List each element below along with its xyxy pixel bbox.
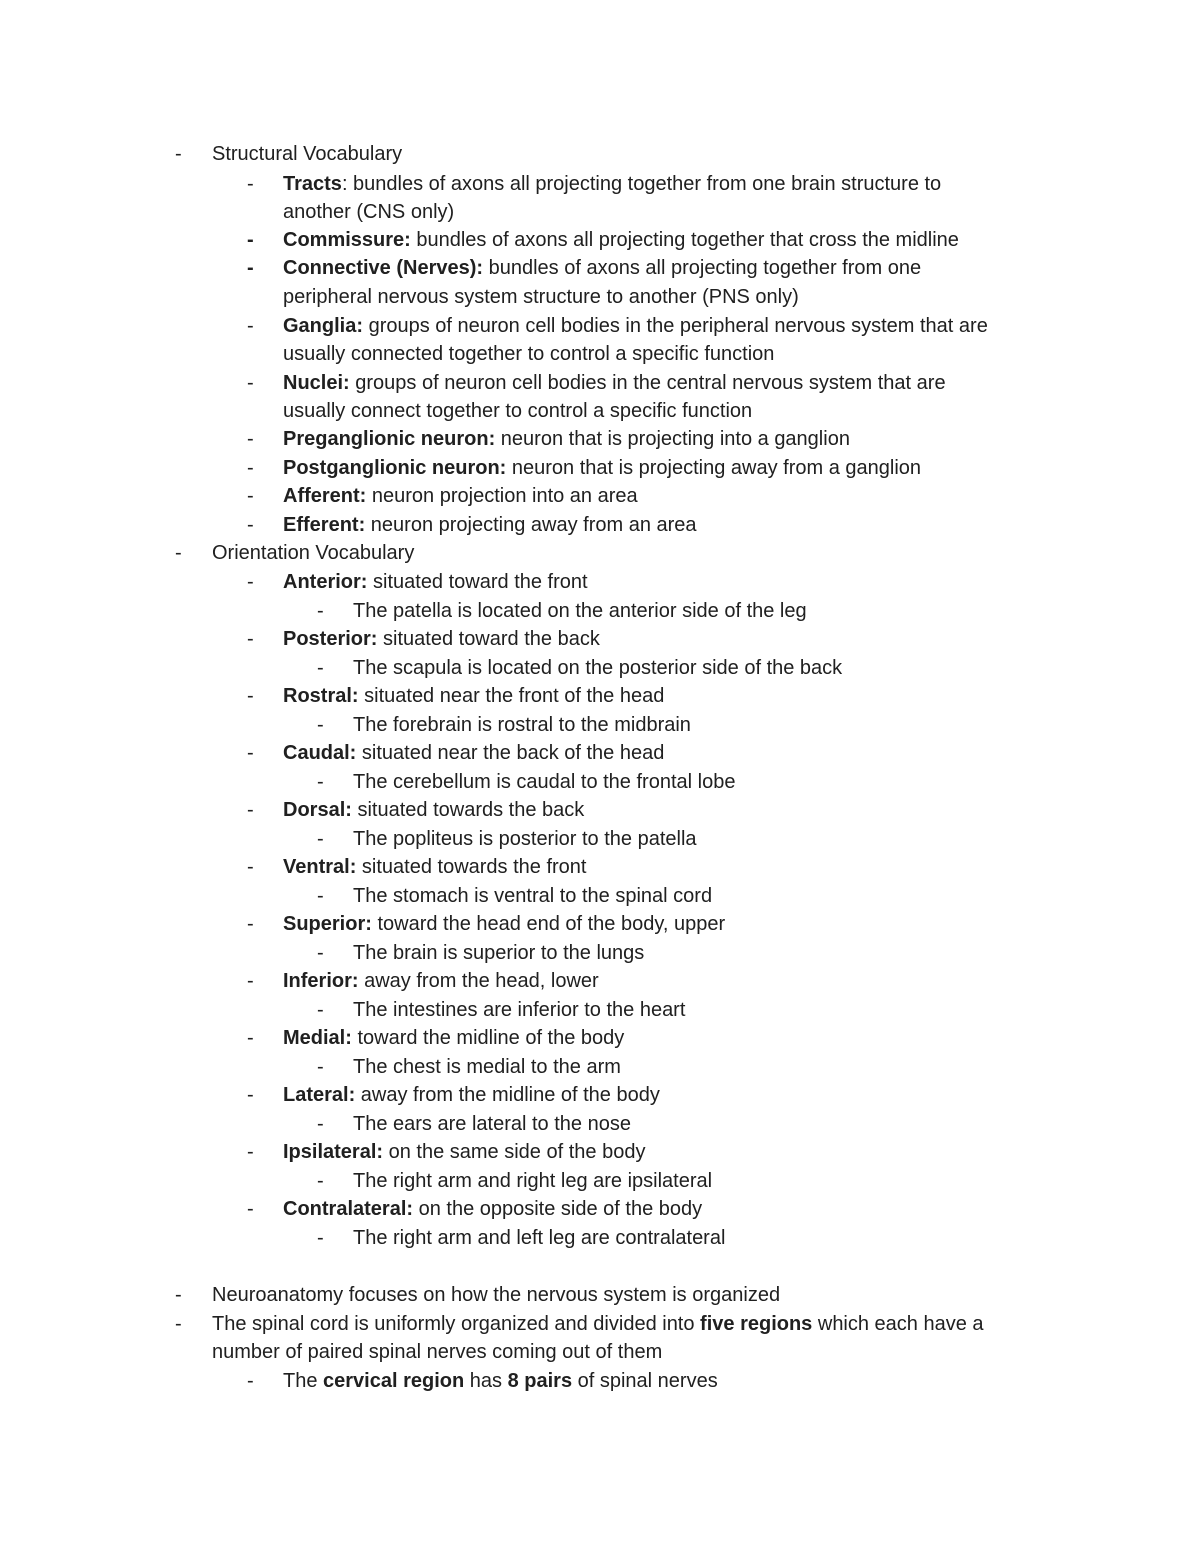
definition-continuation: peripheral nervous system structure to another (PNS only) — [283, 286, 799, 308]
term-line — [283, 1024, 624, 1053]
definition-continuation: usually connect together to control a specific function — [283, 400, 753, 422]
term-line — [283, 254, 921, 283]
definition: neuron projection into an area — [366, 485, 638, 507]
term: Afferent: — [283, 485, 367, 507]
term: Superior: — [283, 913, 372, 935]
bullet-dash: - — [317, 1112, 324, 1135]
term: Anterior: — [283, 571, 368, 593]
bullet-dash: - — [247, 372, 254, 394]
definition: groups of neuron cell bodies in the peripheral nervous system that are — [363, 315, 988, 337]
statement-part: has — [464, 1370, 508, 1392]
definition: situated near the front of the head — [358, 685, 665, 707]
bullet-dash: - — [247, 428, 254, 450]
bullet-dash: - — [247, 571, 254, 593]
term-line — [283, 910, 725, 939]
statement-continuation: number of paired spinal nerves coming out of them — [212, 1341, 663, 1363]
example: The cerebellum is caudal to the frontal lobe — [353, 770, 736, 793]
bullet-dash: - — [247, 913, 254, 935]
statement-part: of spinal nerves — [572, 1370, 718, 1392]
term-line — [283, 625, 600, 654]
term-separator: : — [341, 173, 348, 195]
bullet-dash: - — [247, 229, 254, 251]
bullet-dash: - — [247, 173, 254, 195]
term-line — [283, 1195, 702, 1224]
bullet-dash: - — [317, 1169, 324, 1192]
definition: situated toward the back — [377, 628, 600, 650]
section-heading: Structural Vocabulary — [212, 143, 403, 165]
definition: neuron that is projecting into a ganglion — [495, 428, 850, 450]
term: Efferent: — [283, 514, 366, 536]
bullet-dash: - — [247, 485, 254, 507]
bullet-dash: - — [247, 1141, 254, 1163]
definition: groups of neuron cell bodies in the central nervous system that are — [349, 372, 946, 394]
term: Tracts — [283, 173, 342, 195]
definition: situated towards the front — [356, 856, 587, 878]
example: The scapula is located on the posterior side of the back — [353, 656, 843, 679]
bullet-dash: - — [247, 742, 254, 764]
bullet-dash: - — [247, 1198, 254, 1220]
bullet-dash: - — [317, 827, 324, 850]
definition: neuron projecting away from an area — [365, 514, 697, 536]
bullet-dash: - — [247, 257, 254, 279]
bullet-dash: - — [317, 713, 324, 736]
bullet-dash: - — [317, 770, 324, 793]
example: The chest is medial to the arm — [353, 1055, 621, 1078]
statement-part: The — [283, 1370, 324, 1392]
term: Posterior: — [283, 628, 378, 650]
term-line — [283, 482, 638, 511]
example: The stomach is ventral to the spinal cord — [353, 884, 713, 907]
definition: bundles of axons all projecting together that cross the midline — [410, 229, 959, 251]
example: The intestines are inferior to the heart — [353, 998, 686, 1021]
term-line — [283, 739, 664, 768]
definition: situated near the back of the head — [356, 742, 665, 764]
example: The forebrain is rostral to the midbrain — [353, 713, 691, 736]
example: The right arm and left leg are contralateral — [353, 1226, 726, 1249]
statement-part: The spinal cord is uniformly organized and divided into — [212, 1313, 701, 1335]
bullet-dash: - — [247, 315, 254, 337]
term-line — [283, 853, 587, 882]
bullet-dash: - — [317, 884, 324, 907]
term-line — [283, 1081, 660, 1110]
term: Rostral: — [283, 685, 359, 707]
bullet-dash: - — [247, 799, 254, 821]
term: Ventral: — [283, 856, 357, 878]
bullet-dash: - — [247, 457, 254, 479]
term: Preganglionic neuron: — [283, 428, 496, 450]
emphasis: 8 pairs — [507, 1370, 573, 1392]
term: Commissure: — [283, 229, 411, 251]
definition: toward the head end of the body, upper — [371, 913, 726, 935]
example: The ears are lateral to the nose — [353, 1112, 631, 1135]
bullet-dash: - — [247, 856, 254, 878]
term-line — [283, 454, 921, 483]
term: Medial: — [283, 1027, 352, 1049]
definition: away from the head, lower — [358, 970, 599, 992]
bullet-dash: - — [317, 941, 324, 964]
definition: toward the midline of the body — [351, 1027, 625, 1049]
term: Inferior: — [283, 970, 359, 992]
statement — [212, 1310, 984, 1339]
definition: on the same side of the body — [383, 1141, 646, 1163]
bullet-dash: - — [247, 1027, 254, 1049]
bullet-dash: - — [247, 1370, 254, 1392]
emphasis: cervical region — [323, 1370, 465, 1392]
term: Ipsilateral: — [283, 1141, 384, 1163]
bullet-dash: - — [247, 1084, 254, 1106]
term-line — [283, 511, 697, 540]
term: Caudal: — [283, 742, 357, 764]
section-heading: Orientation Vocabulary — [212, 542, 415, 564]
example: The brain is superior to the lungs — [353, 941, 645, 964]
term-line — [283, 796, 584, 825]
bullet-dash: - — [247, 685, 254, 707]
statement-part: which each have a — [812, 1313, 984, 1335]
term-line — [283, 1138, 645, 1167]
definition-continuation: another (CNS only) — [283, 201, 455, 223]
term: Dorsal: — [283, 799, 352, 821]
term: Ganglia: — [283, 315, 364, 337]
bullet-dash: - — [317, 656, 324, 679]
term-line — [283, 170, 941, 199]
term: Contralateral: — [283, 1198, 414, 1220]
term-line — [283, 226, 959, 255]
bullet-dash: - — [317, 1226, 324, 1249]
bullet-dash: - — [175, 542, 182, 564]
definition: bundles of axons all projecting together from one — [483, 257, 922, 279]
term: Postganglionic neuron: — [283, 457, 507, 479]
bullet-dash: - — [247, 628, 254, 650]
definition: bundles of axons all projecting together from one brain structure to — [347, 173, 942, 195]
term-line — [283, 568, 588, 597]
bullet-dash: - — [247, 514, 254, 536]
statement — [283, 1367, 718, 1396]
definition-continuation: usually connected together to control a specific function — [283, 343, 775, 365]
example: The right arm and right leg are ipsilateral — [353, 1169, 713, 1192]
term-line — [283, 369, 946, 398]
bullet-dash: - — [317, 599, 324, 622]
example: The popliteus is posterior to the patella — [353, 827, 697, 850]
definition: neuron that is projecting away from a ganglion — [506, 457, 922, 479]
bullet-dash: - — [175, 1284, 182, 1306]
term: Lateral: — [283, 1084, 356, 1106]
bullet-dash: - — [317, 998, 324, 1021]
definition: on the opposite side of the body — [413, 1198, 703, 1220]
example: The patella is located on the anterior side of the leg — [353, 599, 807, 622]
term-line — [283, 425, 850, 454]
definition: away from the midline of the body — [355, 1084, 660, 1106]
definition: situated towards the back — [351, 799, 585, 821]
bullet-dash: - — [317, 1055, 324, 1078]
term: Connective (Nerves): — [283, 257, 484, 279]
statement: Neuroanatomy focuses on how the nervous system is organized — [212, 1284, 781, 1306]
term: Nuclei: — [283, 372, 350, 394]
term-line — [283, 967, 599, 996]
emphasis: five regions — [700, 1313, 813, 1335]
definition: situated toward the front — [367, 571, 588, 593]
term-line — [283, 682, 664, 711]
bullet-dash: - — [247, 970, 254, 992]
bullet-dash: - — [175, 143, 182, 165]
term-line — [283, 312, 988, 341]
bullet-dash: - — [175, 1313, 182, 1335]
